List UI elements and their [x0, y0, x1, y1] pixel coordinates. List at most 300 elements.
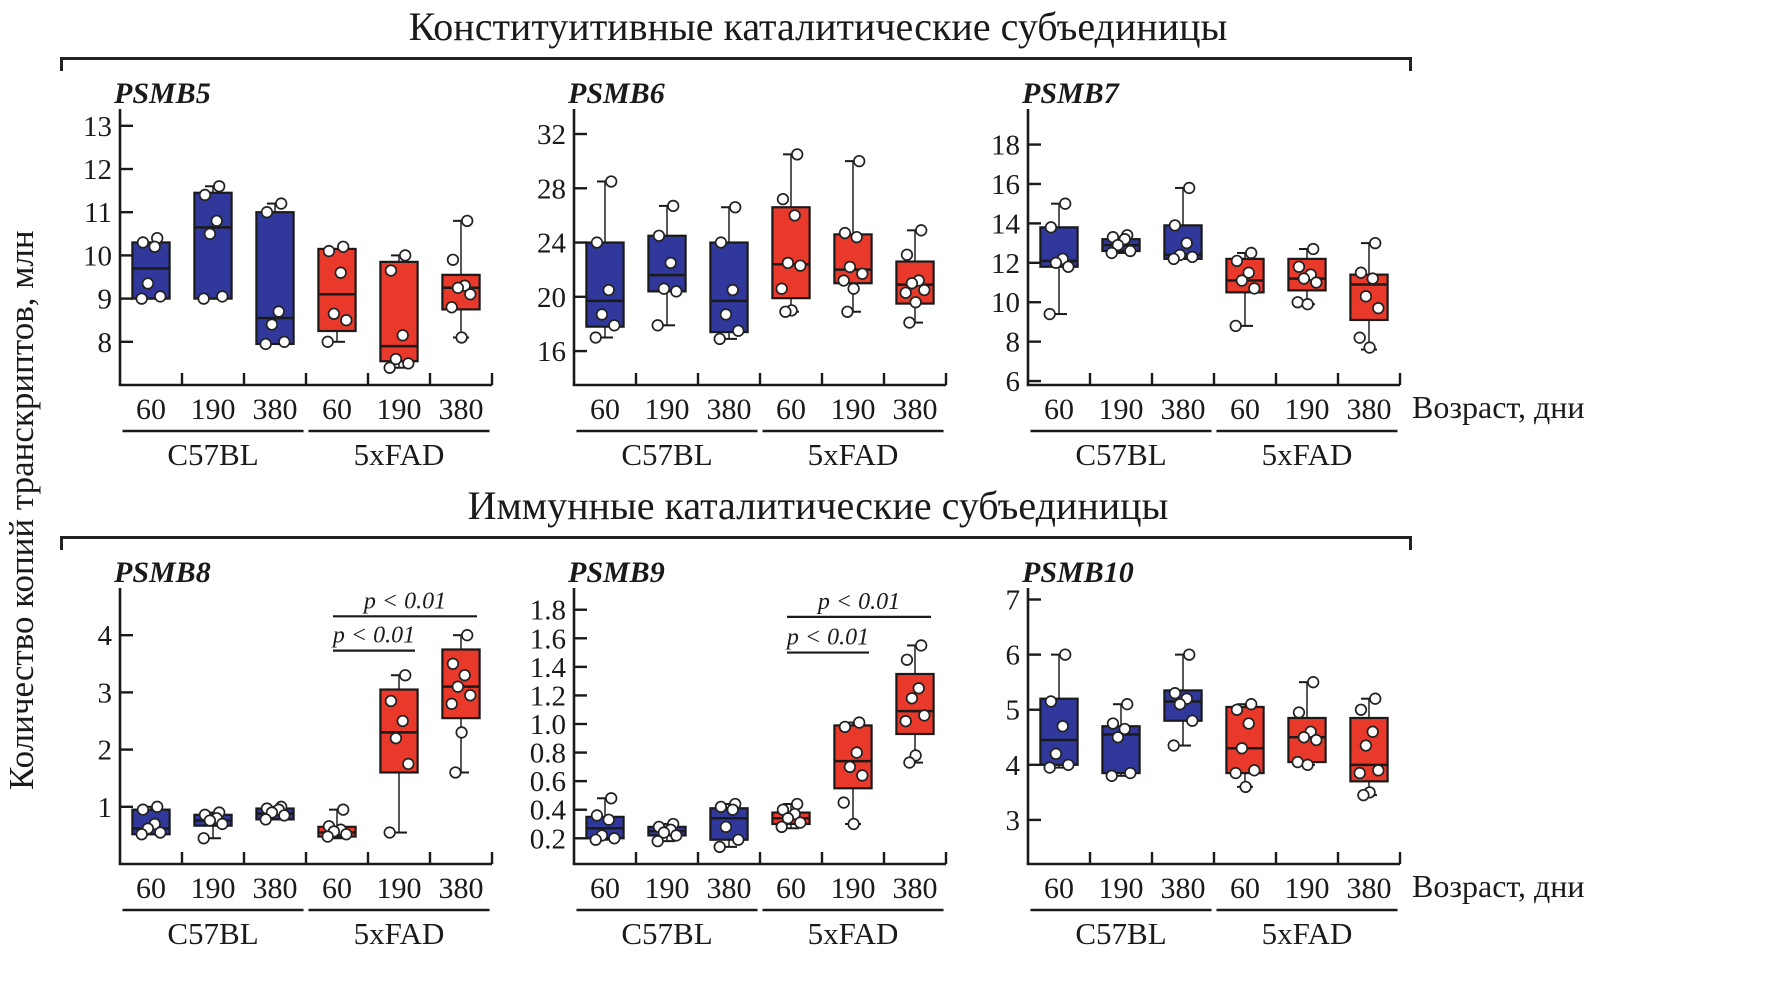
data-point: [1361, 291, 1372, 302]
data-point: [904, 317, 915, 328]
box: [194, 193, 231, 299]
data-point: [143, 278, 154, 289]
data-point: [1230, 768, 1241, 779]
data-point: [1170, 688, 1181, 699]
data-point: [714, 842, 725, 853]
data-point: [1168, 254, 1179, 265]
boxplot-panel-psmb5: [58, 73, 498, 475]
data-point: [1232, 256, 1243, 267]
y-tick-label: 0.4: [529, 794, 566, 827]
boxplot-5xFAD-380: [896, 640, 933, 768]
data-point: [1044, 762, 1055, 773]
boxplot-C57BL-380: [256, 198, 293, 349]
group-label: C57BL: [167, 437, 259, 472]
boxplot-C57BL-380: [1164, 649, 1201, 751]
group-label: 5xFAD: [353, 916, 445, 951]
age-tick-label: 380: [252, 393, 298, 426]
data-point: [200, 190, 211, 201]
data-point: [592, 237, 603, 248]
data-point: [1187, 715, 1198, 726]
y-tick-label: 1: [97, 791, 112, 824]
age-tick-label: 60: [136, 393, 166, 426]
data-point: [1292, 757, 1303, 768]
boxplot-C57BL-380: [256, 801, 293, 824]
data-point: [1051, 258, 1062, 269]
data-point: [1354, 332, 1365, 343]
data-point: [1044, 309, 1055, 320]
panel-title: PSMB7: [1022, 77, 1119, 110]
data-point: [603, 285, 614, 296]
data-point: [671, 286, 682, 297]
data-point: [776, 283, 787, 294]
boxplot-C57BL-190: [648, 819, 685, 847]
data-point: [1057, 721, 1068, 732]
data-point: [838, 797, 849, 808]
boxplot-5xFAD-60: [1226, 699, 1263, 792]
box: [1226, 707, 1263, 773]
data-point: [716, 802, 727, 813]
data-point: [857, 770, 868, 781]
y-tick-label: 0.6: [529, 766, 566, 799]
data-point: [795, 817, 806, 828]
boxplot-5xFAD-380: [1350, 693, 1387, 800]
data-point: [845, 762, 856, 773]
data-point: [1373, 765, 1384, 776]
data-point: [1175, 699, 1186, 710]
boxplot-5xFAD-380: [442, 630, 479, 778]
age-tick-label: 190: [1284, 393, 1330, 426]
boxplot-5xFAD-60: [318, 241, 355, 347]
y-tick-label: 1.4: [529, 651, 566, 684]
y-tick-label: 8: [97, 326, 112, 359]
data-point: [665, 258, 676, 269]
y-tick-label: 8: [1005, 326, 1020, 359]
data-point: [450, 767, 461, 778]
age-tick-label: 60: [1044, 872, 1074, 905]
data-point: [848, 819, 859, 830]
data-point: [730, 202, 741, 213]
data-point: [916, 225, 927, 236]
boxplot-C57BL-190: [194, 181, 231, 304]
data-point: [854, 717, 865, 728]
boxplot-5xFAD-190: [1288, 244, 1325, 310]
data-point: [1373, 303, 1384, 314]
data-point: [1051, 748, 1062, 759]
age-tick-label: 380: [1160, 872, 1206, 905]
x-axis-label: Возраст, дни: [1412, 868, 1585, 904]
data-point: [606, 793, 617, 804]
data-point: [1367, 273, 1378, 284]
age-tick-label: 190: [190, 872, 236, 905]
x-axis-label: Возраст, дни: [1412, 389, 1585, 425]
data-point: [727, 804, 738, 815]
age-tick-label: 190: [1098, 393, 1144, 426]
data-point: [1356, 704, 1367, 715]
data-point: [1240, 782, 1251, 793]
data-point: [1125, 768, 1136, 779]
y-tick-label: 11: [84, 197, 112, 230]
data-point: [721, 822, 732, 833]
data-point: [904, 757, 915, 768]
boxplot-5xFAD-60: [1226, 248, 1263, 332]
data-point: [341, 315, 352, 326]
data-point: [462, 216, 473, 227]
boxplot-5xFAD-190: [834, 156, 871, 317]
data-point: [1184, 183, 1195, 194]
data-point: [1356, 267, 1367, 278]
boxplot-C57BL-60: [1040, 198, 1077, 319]
data-point: [279, 337, 290, 348]
data-point: [1232, 704, 1243, 715]
data-point: [902, 249, 913, 260]
group-label: C57BL: [167, 916, 259, 951]
data-point: [1249, 765, 1260, 776]
data-point: [1046, 696, 1057, 707]
age-tick-label: 380: [1346, 872, 1392, 905]
data-point: [198, 833, 209, 844]
y-tick-label: 5: [1005, 694, 1020, 727]
data-point: [335, 267, 346, 278]
data-point: [1237, 275, 1248, 286]
group-label: C57BL: [621, 916, 713, 951]
boxplot-C57BL-190: [194, 807, 231, 843]
data-point: [205, 229, 216, 240]
group-label: 5xFAD: [1261, 916, 1353, 951]
significance-label: p < 0.01: [332, 622, 416, 649]
data-point: [778, 194, 789, 205]
data-point: [857, 268, 868, 279]
data-point: [1122, 699, 1133, 710]
data-point: [845, 262, 856, 273]
data-point: [659, 283, 670, 294]
data-point: [465, 690, 476, 701]
panel-title: PSMB9: [568, 556, 665, 589]
data-point: [322, 337, 333, 348]
y-tick-label: 6: [1005, 639, 1020, 672]
data-point: [907, 278, 918, 289]
data-point: [780, 306, 791, 317]
data-point: [136, 829, 147, 840]
data-point: [776, 822, 787, 833]
data-point: [795, 260, 806, 271]
data-point: [1364, 342, 1375, 353]
y-tick-label: 13: [83, 110, 112, 143]
data-point: [1299, 273, 1310, 284]
y-tick-label: 7: [1005, 584, 1020, 617]
data-point: [1243, 718, 1254, 729]
boxplot-C57BL-190: [1102, 699, 1139, 781]
boxplot-C57BL-60: [586, 176, 623, 343]
data-point: [198, 293, 209, 304]
data-point: [338, 804, 349, 815]
data-point: [1367, 726, 1378, 737]
data-point: [329, 308, 340, 319]
data-point: [1108, 718, 1119, 729]
data-point: [840, 722, 851, 733]
y-tick-label: 10: [991, 287, 1020, 320]
data-point: [1246, 248, 1257, 259]
data-point: [214, 181, 225, 192]
y-tick-label: 4: [97, 620, 112, 653]
data-point: [462, 630, 473, 641]
data-point: [267, 319, 278, 330]
data-point: [386, 696, 397, 707]
significance-label: p < 0.01: [363, 588, 447, 615]
data-point: [1181, 238, 1192, 249]
y-tick-label: 16: [537, 336, 566, 369]
group-label: C57BL: [621, 437, 713, 472]
y-tick-label: 28: [537, 173, 566, 206]
data-point: [279, 810, 290, 821]
y-tick-label: 2: [97, 734, 112, 767]
y-tick-label: 1.2: [529, 680, 566, 713]
panel-title: PSMB6: [568, 77, 665, 110]
boxplot-5xFAD-380: [442, 216, 479, 343]
y-tick-label: 32: [537, 118, 566, 151]
boxplot-C57BL-380: [710, 202, 747, 344]
group-label: 5xFAD: [807, 916, 899, 951]
data-point: [1302, 760, 1313, 771]
age-tick-label: 60: [322, 393, 352, 426]
boxplot-5xFAD-60: [772, 149, 809, 317]
age-tick-label: 190: [644, 872, 690, 905]
data-point: [609, 320, 620, 331]
data-point: [211, 216, 222, 227]
boxplot-panel-psmb7: [966, 73, 1406, 475]
section-panels: [58, 73, 1585, 475]
age-tick-label: 60: [776, 872, 806, 905]
data-point: [260, 814, 271, 825]
y-tick-label: 20: [537, 281, 566, 314]
panel-title: PSMB5: [114, 77, 211, 110]
age-tick-label: 60: [776, 393, 806, 426]
data-point: [1308, 677, 1319, 688]
data-point: [138, 804, 149, 815]
data-point: [1294, 707, 1305, 718]
data-point: [384, 362, 395, 373]
data-point: [654, 230, 665, 241]
y-tick-label: 1.8: [529, 594, 566, 627]
data-point: [456, 727, 467, 738]
significance-annotation: [785, 625, 869, 653]
significance-annotation: [331, 623, 415, 651]
data-point: [1302, 299, 1313, 310]
data-point: [1106, 771, 1117, 782]
age-tick-label: 380: [438, 393, 484, 426]
boxplot-panel-psmb9: [512, 552, 952, 954]
age-tick-label: 380: [252, 872, 298, 905]
y-tick-label: 0.8: [529, 737, 566, 770]
y-tick-label: 16: [991, 168, 1020, 201]
significance-label: p < 0.01: [817, 588, 901, 615]
data-point: [400, 670, 411, 681]
y-tick-label: 3: [1005, 804, 1020, 837]
data-point: [714, 334, 725, 345]
data-point: [838, 275, 849, 286]
data-point: [603, 814, 614, 825]
section-immune: [58, 483, 1585, 954]
data-point: [276, 198, 287, 209]
data-point: [448, 658, 459, 669]
age-tick-label: 380: [1160, 393, 1206, 426]
data-point: [597, 309, 608, 320]
figure-content: [58, 0, 1585, 954]
data-point: [1292, 297, 1303, 308]
section-title: Конституитивные каталитические субъединицы: [408, 4, 1228, 49]
data-point: [721, 309, 732, 320]
data-point: [1168, 740, 1179, 751]
data-point: [386, 265, 397, 276]
boxplot-5xFAD-380: [896, 225, 933, 328]
group-label: C57BL: [1075, 437, 1167, 472]
data-point: [671, 830, 682, 841]
data-point: [217, 291, 228, 302]
data-point: [384, 827, 395, 838]
data-point: [397, 330, 408, 341]
boxplot-C57BL-60: [586, 793, 623, 845]
data-point: [1063, 760, 1074, 771]
y-tick-label: 3: [97, 677, 112, 710]
data-point: [1125, 246, 1136, 257]
data-point: [1249, 283, 1260, 294]
data-point: [1187, 252, 1198, 263]
data-point: [1060, 649, 1071, 660]
y-tick-label: 1.6: [529, 623, 566, 656]
data-point: [1311, 277, 1322, 288]
data-point: [842, 306, 853, 317]
data-point: [322, 831, 333, 842]
data-point: [453, 681, 464, 692]
section-constitutive: [58, 4, 1585, 475]
data-point: [783, 258, 794, 269]
data-point: [854, 156, 865, 167]
data-point: [668, 201, 679, 212]
data-point: [902, 654, 913, 665]
data-point: [913, 683, 924, 694]
boxplot-C57BL-60: [132, 801, 169, 839]
data-point: [1237, 743, 1248, 754]
significance-annotation: [333, 588, 477, 616]
boxplot-5xFAD-190: [834, 717, 871, 829]
age-tick-label: 190: [190, 393, 236, 426]
data-point: [919, 285, 930, 296]
data-point: [155, 827, 166, 838]
data-point: [446, 699, 457, 710]
data-point: [1063, 261, 1074, 272]
data-point: [1106, 248, 1117, 259]
data-point: [916, 640, 927, 651]
age-tick-label: 60: [1044, 393, 1074, 426]
data-point: [851, 747, 862, 758]
y-tick-label: 12: [83, 154, 112, 186]
data-point: [1170, 220, 1181, 231]
data-point: [149, 241, 160, 252]
age-tick-label: 60: [322, 872, 352, 905]
data-point: [590, 332, 601, 343]
data-point: [1046, 222, 1057, 233]
data-point: [1361, 740, 1372, 751]
data-point: [217, 819, 228, 830]
data-point: [155, 291, 166, 302]
section-bracket: [60, 536, 1412, 550]
data-point: [1246, 699, 1257, 710]
age-tick-label: 380: [706, 872, 752, 905]
y-tick-label: 0.2: [529, 823, 566, 856]
boxplot-5xFAD-190: [1288, 677, 1325, 770]
data-point: [1370, 693, 1381, 704]
significance-label: p < 0.01: [786, 624, 870, 651]
y-tick-label: 18: [991, 129, 1020, 162]
data-point: [1294, 261, 1305, 272]
boxplot-C57BL-380: [1164, 183, 1201, 265]
data-point: [592, 810, 603, 821]
boxplot-5xFAD-380: [1350, 238, 1387, 353]
age-tick-label: 190: [376, 393, 422, 426]
age-tick-label: 60: [136, 872, 166, 905]
boxplot-panel-psmb6: [512, 73, 952, 475]
y-tick-label: 14: [991, 208, 1020, 241]
age-tick-label: 190: [1098, 872, 1144, 905]
data-point: [397, 716, 408, 727]
data-point: [448, 254, 459, 265]
age-tick-label: 380: [892, 872, 938, 905]
data-point: [652, 320, 663, 331]
age-tick-label: 190: [1284, 872, 1330, 905]
y-tick-label: 4: [1005, 749, 1020, 782]
panel-title: PSMB8: [114, 556, 211, 589]
data-point: [1370, 238, 1381, 249]
group-label: 5xFAD: [1261, 437, 1353, 472]
data-point: [590, 834, 601, 845]
data-point: [324, 246, 335, 257]
data-point: [1358, 790, 1369, 801]
data-point: [1113, 732, 1124, 743]
data-point: [341, 829, 352, 840]
data-point: [446, 302, 457, 313]
group-label: 5xFAD: [353, 437, 445, 472]
age-tick-label: 60: [590, 393, 620, 426]
data-point: [138, 237, 149, 248]
y-tick-label: 9: [97, 283, 112, 316]
data-point: [789, 210, 800, 221]
data-point: [262, 207, 273, 218]
data-point: [652, 836, 663, 847]
boxplot-5xFAD-60: [318, 804, 355, 841]
section-bracket: [60, 57, 1412, 71]
y-tick-label: 1.0: [529, 709, 566, 741]
data-point: [205, 815, 216, 826]
data-point: [727, 285, 738, 296]
data-point: [851, 232, 862, 243]
age-tick-label: 60: [1230, 393, 1260, 426]
boxplot-C57BL-60: [1040, 649, 1077, 773]
y-tick-label: 10: [83, 240, 112, 273]
data-point: [919, 710, 930, 721]
age-tick-label: 190: [830, 872, 876, 905]
data-point: [900, 716, 911, 727]
age-tick-label: 60: [1230, 872, 1260, 905]
section-panels: [58, 552, 1585, 954]
age-tick-label: 190: [830, 393, 876, 426]
data-point: [400, 250, 411, 261]
age-tick-label: 380: [892, 393, 938, 426]
data-point: [1184, 649, 1195, 660]
group-label: C57BL: [1075, 916, 1167, 951]
data-point: [1308, 244, 1319, 255]
age-tick-label: 190: [376, 872, 422, 905]
data-point: [338, 241, 349, 252]
data-point: [840, 228, 851, 239]
